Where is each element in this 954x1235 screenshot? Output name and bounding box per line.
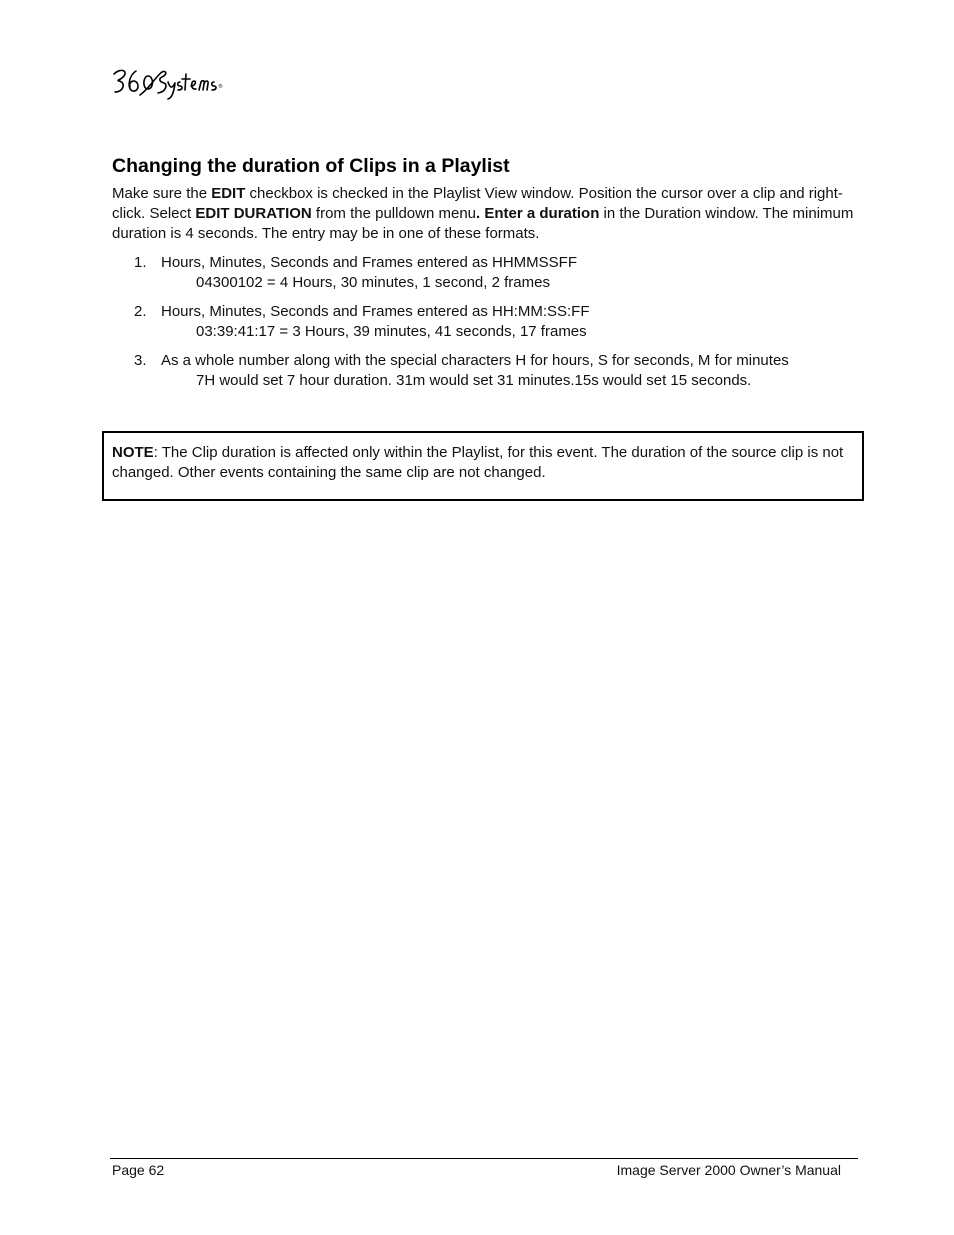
enter-duration-keyword: . Enter a duration bbox=[476, 205, 600, 222]
intro-text-4: in the Duration window. The minimum duration is 4 seconds. The entry may be in one of these formats. bbox=[112, 205, 854, 242]
list-item-example: 04300102 = 4 Hours, 30 minutes, 1 second, 2 frames bbox=[196, 274, 550, 291]
intro-paragraph bbox=[112, 184, 864, 244]
list-item-example: 03:39:41:17 = 3 Hours, 39 minutes, 41 seconds, 17 frames bbox=[196, 323, 587, 340]
list-item-text: As a whole number along with the special characters H for hours, S for seconds, M for minutes bbox=[161, 352, 789, 369]
intro-text-2: checkbox is checked in the Playlist View window. Position the cursor over a clip and right-click. Select bbox=[112, 185, 843, 222]
svg-text:®: ® bbox=[218, 84, 223, 90]
list-item-text: Hours, Minutes, Seconds and Frames entered as HHMMSSFF bbox=[161, 254, 577, 271]
note-box bbox=[102, 431, 864, 501]
list-item bbox=[112, 253, 864, 293]
intro-text-1: Make sure the bbox=[112, 185, 212, 202]
list-item-number: 1. bbox=[134, 254, 147, 271]
note-text: : The Clip duration is affected only within the Playlist, for this event. The duration of the source clip is not changed. Other events containing the same clip are not changed. bbox=[112, 444, 844, 481]
list-item-text: Hours, Minutes, Seconds and Frames entered as HH:MM:SS:FF bbox=[161, 303, 590, 320]
format-list bbox=[112, 253, 864, 400]
company-logo bbox=[110, 62, 226, 102]
intro-text-3: from the pulldown menu bbox=[311, 205, 477, 222]
footer-divider bbox=[110, 1158, 858, 1159]
edit-duration-keyword: EDIT DURATION bbox=[195, 205, 312, 222]
list-item-example: 7H would set 7 hour duration. 31m would set 31 minutes.15s would set 15 seconds. bbox=[196, 372, 752, 389]
list-item bbox=[112, 351, 864, 391]
manual-title: Image Server 2000 Owner’s Manual bbox=[616, 1162, 841, 1178]
note-label: NOTE bbox=[112, 444, 154, 461]
edit-keyword: EDIT bbox=[211, 185, 246, 202]
page-number: Page 62 bbox=[112, 1162, 165, 1178]
section-heading: Changing the duration of Clips in a Playlist bbox=[112, 155, 510, 177]
list-item-number: 3. bbox=[134, 352, 147, 369]
list-item bbox=[112, 302, 864, 342]
list-item-number: 2. bbox=[134, 303, 147, 320]
